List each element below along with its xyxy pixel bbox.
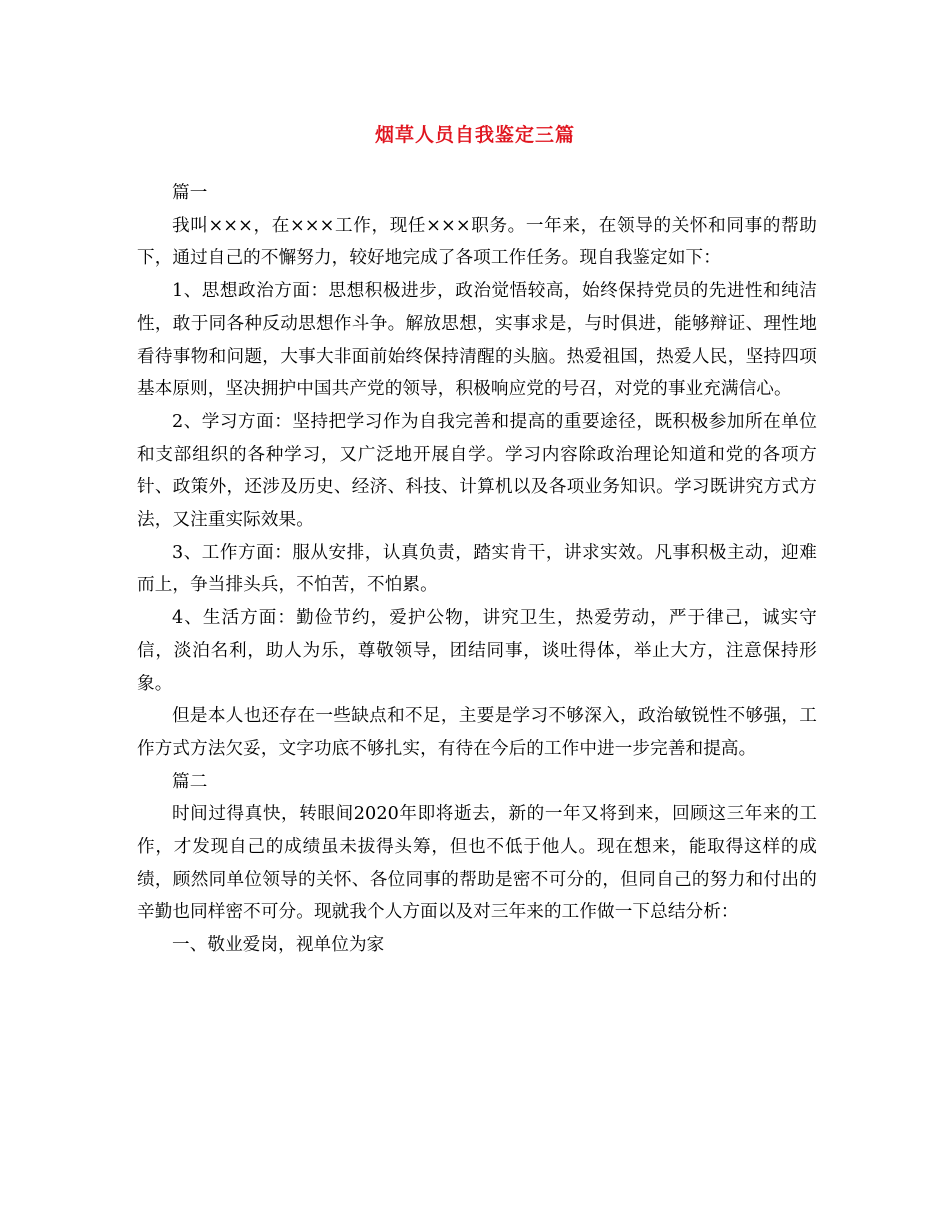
paragraph-intro: 我叫×××，在×××工作，现任×××职务。一年来，在领导的关怀和同事的帮助下，通过自己的不懈努力，较好地完成了各项工作任务。现自我鉴定如下： <box>137 215 817 269</box>
paragraph-work: 3、工作方面：服从安排，认真负责，踏实肯干，讲求实效。凡事积极主动，迎难而上，争当排头兵，不怕苦，不怕累。 <box>137 542 817 596</box>
section-heading-2: 篇二 <box>172 771 208 792</box>
paragraph-political: 1、思想政治方面：思想积极进步，政治觉悟较高，始终保持党员的先进性和纯洁性，敢于同各种反动思想作斗争。解放思想，实事求是，与时俱进，能够辩证、理性地看待事物和问题，大事大非面前始终保持清醒的头脑。热爱祖国，热爱人民，坚持四项基本原则，坚决拥护中国共产党的领导，积极响应党的号召，对党的事业充满信心。 <box>137 281 817 400</box>
paragraph-study: 2、学习方面：坚持把学习作为自我完善和提高的重要途径，既积极参加所在单位和支部组织的各种学习，又广泛地开展自学。学习内容除政治理论知道和党的各项方针、政策外，还涉及历史、经济、科技、计算机以及各项业务知识。学习既讲究方式方法，又注重实际效果。 <box>137 411 817 531</box>
subheading-dedication: 一、敬业爱岗，视单位为家 <box>172 935 385 956</box>
section-heading-1: 篇一 <box>172 183 208 203</box>
document-body <box>137 177 817 962</box>
paragraph-review: 时间过得真快，转眼间2020年即将逝去，新的一年又将到来，回顾这三年来的工作，才发现自己的成绩虽未拔得头筹，但也不低于他人。现在想来，能取得这样的成绩，顾然同单位领导的关怀、各位同事的帮助是密不可分的，但同自己的努力和付出的辛勤也同样密不可分。现就我个人方面以及对三年来的工作做一下总结分析： <box>137 804 817 923</box>
paragraph-shortcomings: 但是本人也还存在一些缺点和不足，主要是学习不够深入，政治敏锐性不够强，工作方式方法欠妥，文字功底不够扎实，有待在今后的工作中进一步完善和提高。 <box>137 706 817 759</box>
paragraph-life: 4、生活方面：勤俭节约，爱护公物，讲究卫生，热爱劳动，严于律己，诚实守信，淡泊名利，助人为乐，尊敬领导，团结同事，谈吐得体，举止大方，注意保持形象。 <box>137 608 817 694</box>
document-title: 烟草人员自我鉴定三篇 <box>374 124 575 146</box>
